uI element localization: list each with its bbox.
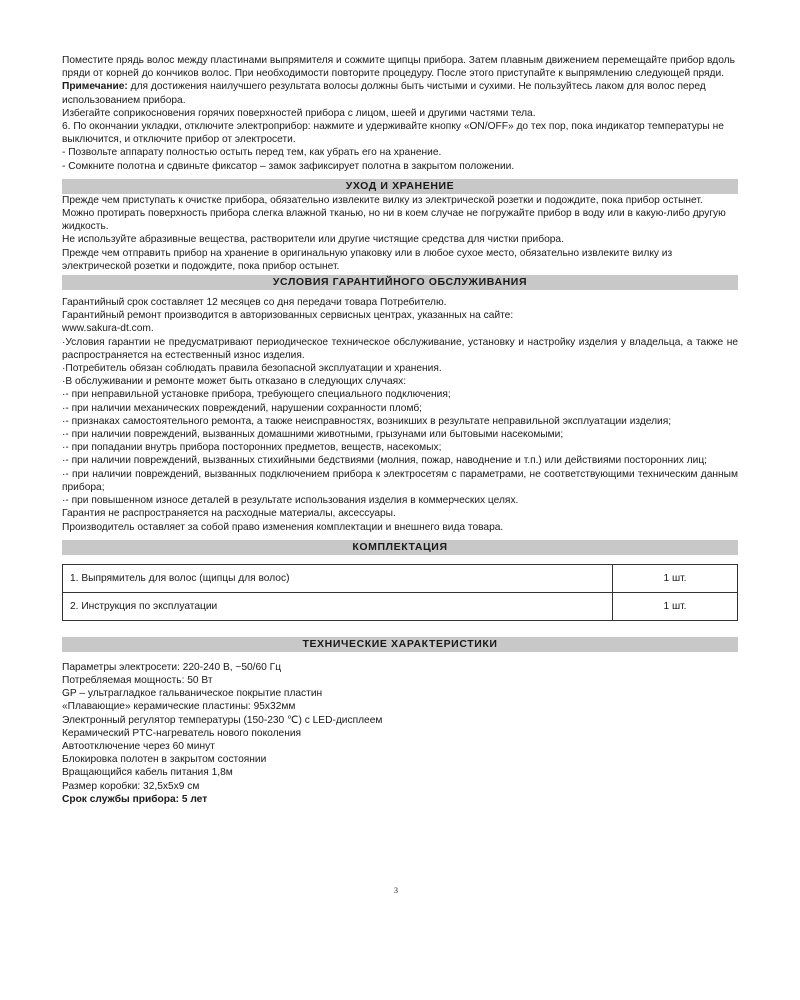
care-line: Прежде чем приступать к очистке прибора, обязательно извлеките вилку из электрической розетки и подождите, пока прибор остынет. xyxy=(62,194,703,206)
care-line: Не используйте абразивные вещества, растворители или другие чистящие средства для чистки прибора. xyxy=(62,234,564,246)
warranty-exclusion: ·- при наличии повреждений, вызванных подключением прибора к электросетям с параметрами, не соответствующими техническим данным прибора; xyxy=(62,468,738,493)
intro-paragraph: Поместите прядь волос между пластинами выпрямителя и сожмите щипцы прибора. Затем плавным движением перемещайте прибор вдоль пряди от корней до кончиков волос. При необходимости повторите процедуру. После этого приступайте к выпрямлению следующей пряди. xyxy=(62,55,735,80)
spec-line: Автоотключение через 60 минут xyxy=(62,740,215,752)
spec-line: Параметры электросети: 220-240 В, ~50/60 Гц xyxy=(62,661,282,673)
service-life: Срок службы прибора: 5 лет xyxy=(62,793,208,805)
warranty-line: Гарантия не распространяется на расходные материалы, аксессуары. xyxy=(62,508,396,520)
warranty-exclusion: ·- при попадании внутрь прибора посторонних предметов, веществ, насекомых; xyxy=(62,442,442,454)
care-line: Можно протирать поверхность прибора слегка влажной тканью, но ни в коем случае не погружайте прибор в воду или в какую-либо другую жидкость. xyxy=(62,208,726,233)
warranty-exclusion: ·- при наличии повреждений, вызванных домашними животными, грызунами или бытовыми насекомыми; xyxy=(62,429,564,441)
warranty-line: Гарантийный ремонт производится в авторизованных сервисных центрах, указанных на сайте: xyxy=(62,310,514,322)
kit-qty: 1 шт. xyxy=(613,564,738,592)
warranty-exclusion: ·- при неправильной установке прибора, требующего специального подключения; xyxy=(62,389,451,401)
spec-line: Керамический PTC-нагреватель нового поколения xyxy=(62,727,302,739)
warranty-exclusion: ·- при наличии повреждений, вызванных стихийными бедствиями (молния, пожар, наводнение и т.п.) или действиями посторонних лиц; xyxy=(62,455,707,467)
spec-line: Блокировка полотен в закрытом состоянии xyxy=(62,754,267,766)
warning-paragraph: Избегайте соприкосновения горячих поверхностей прибора с лицом, шеей и другими частями тела. xyxy=(62,107,536,119)
note-label: Примечание: xyxy=(62,81,128,93)
spec-line: GP – ультрагладкое гальваническое покрытие пластин xyxy=(62,688,323,700)
kit-item: 1. Выпрямитель для волос (щипцы для волос) xyxy=(63,564,613,592)
page-number: 3 xyxy=(394,886,398,895)
section-heading-care: УХОД И ХРАНЕНИЕ xyxy=(62,179,738,194)
cooldown-step: - Позвольте аппарату полностью остыть перед тем, как убрать его на хранение. xyxy=(62,147,442,159)
lock-step: - Сомкните полотна и сдвиньте фиксатор – замок зафиксирует полотна в закрытом положении. xyxy=(62,160,515,172)
table-row xyxy=(63,564,738,592)
document-page xyxy=(62,54,738,806)
care-line: Прежде чем отправить прибор на хранение в оригинальную упаковку или в любое сухое место, обязательно извлеките вилку из электрической розетки и подождите, пока прибор остынет. xyxy=(62,247,673,272)
spec-line: Вращающийся кабель питания 1,8м xyxy=(62,767,233,779)
spec-line: «Плавающие» керамические пластины: 95х32мм xyxy=(62,701,296,713)
spec-line: Потребляемая мощность: 50 Вт xyxy=(62,674,213,686)
warranty-exclusion: ·- при повышенном износе деталей в результате использования изделия в коммерческих целях. xyxy=(62,495,519,507)
warranty-website: www.sakura-dt.com. xyxy=(62,323,154,335)
warranty-line: ·Условия гарантии не предусматривают периодическое техническое обслуживание, установку и настройку изделия у владельца, а также не распространяется на естественный износ изделия. xyxy=(62,336,738,361)
warranty-line: Производитель оставляет за собой право изменения комплектации и внешнего вида товара. xyxy=(62,521,504,533)
shutdown-step: 6. По окончании укладки, отключите электроприбор: нажмите и удерживайте кнопку «ON/OFF» до тех пор, пока индикатор температуры не выключится, и отключите прибор от электросети. xyxy=(62,121,724,146)
warranty-line: ·В обслуживании и ремонте может быть отказано в следующих случаях: xyxy=(62,376,407,388)
spec-line: Размер коробки: 32,5х5х9 см xyxy=(62,780,200,792)
section-heading-warranty: УСЛОВИЯ ГАРАНТИЙНОГО ОБСЛУЖИВАНИЯ xyxy=(62,275,738,290)
warranty-line: Гарантийный срок составляет 12 месяцев со дня передачи товара Потребителю. xyxy=(62,297,447,309)
kit-item: 2. Инструкция по эксплуатации xyxy=(63,592,613,620)
kit-qty: 1 шт. xyxy=(613,592,738,620)
spec-line: Электронный регулятор температуры (150-230 ℃) с LED-дисплеем xyxy=(62,714,383,726)
section-heading-specs: ТЕХНИЧЕСКИЕ ХАРАКТЕРИСТИКИ xyxy=(62,637,738,652)
kit-table xyxy=(62,564,738,621)
note-text: для достижения наилучшего результата волосы должны быть чистыми и сухими. Не пользуйтесь лаком для волос перед использованием прибора. xyxy=(62,81,706,106)
note-paragraph xyxy=(62,80,738,106)
section-heading-kit: КОМПЛЕКТАЦИЯ xyxy=(62,540,738,555)
warranty-exclusion: ·- признаках самостоятельного ремонта, а также неисправностях, возникших в результате неправильной эксплуатации изделия; xyxy=(62,415,672,427)
table-row xyxy=(63,592,738,620)
warranty-line: ·Потребитель обязан соблюдать правила безопасной эксплуатации и хранения. xyxy=(62,363,442,375)
warranty-exclusion: ·- при наличии механических повреждений, нарушении сохранности пломб; xyxy=(62,402,423,414)
